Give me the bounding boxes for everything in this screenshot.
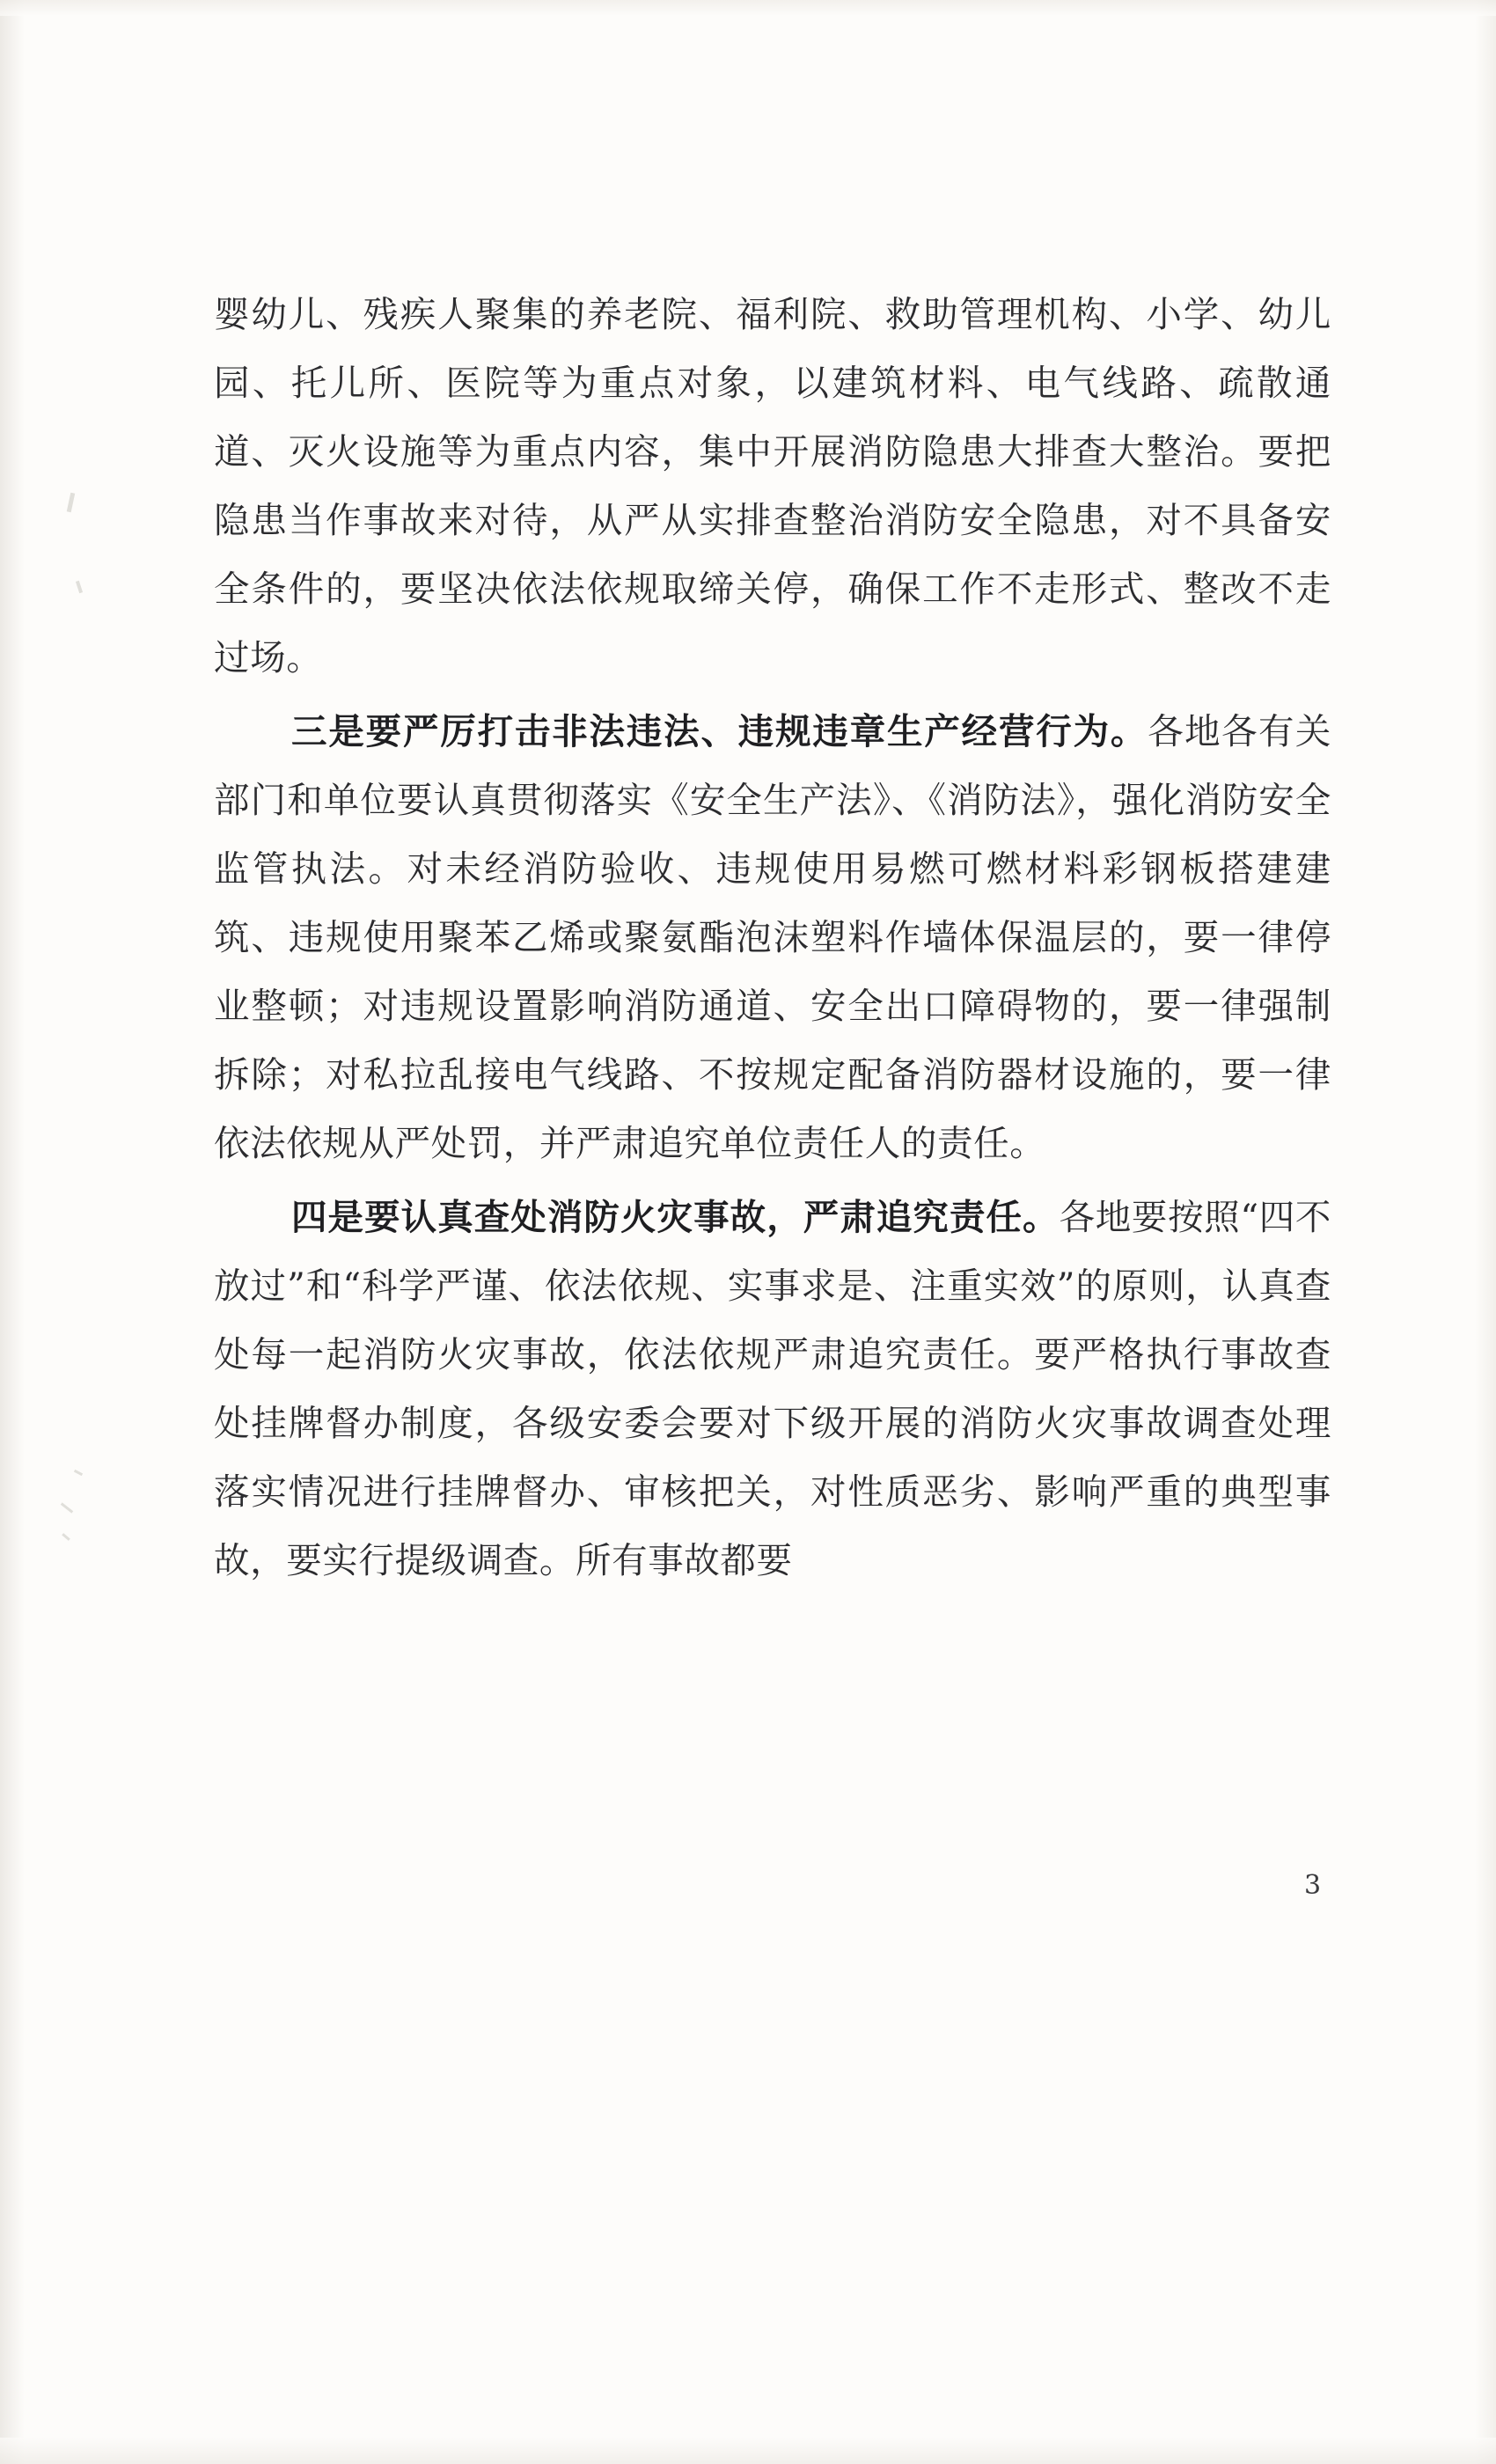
- paragraph: [214, 697, 1331, 1177]
- scan-artifact: [67, 493, 75, 513]
- paragraph-text: 各地各有关部门和单位要认真贯彻落实《安全生产法》、《消防法》，强化消防安全监管执法。对未经消防验收、违规使用易燃可燃材料彩钢板搭建建筑、违规使用聚苯乙烯或聚氨酯泡沫塑料作墙体保温层的，要一律停业整顿；对违规设置影响消防通道、安全出口障碍物的，要一律强制拆除；对私拉乱接电气线路、不按规定配备消防器材设施的，要一律依法依规从严处罚，并严肃追究单位责任人的责任。: [214, 710, 1332, 1164]
- page-number: 3: [1304, 1870, 1322, 1901]
- paragraph: [214, 1183, 1331, 1595]
- paragraph-text: 各地要按照“四不放过”和“科学严谨、依法依规、实事求是、注重实效”的原则，认真查处每一起消防火灾事故，依法依规严肃追究责任。要严格执行事故查处挂牌督办制度，各级安委会要对下级开展的消防火灾事故调查处理落实情况进行挂牌督办、审核把关，对性质恶劣、影响严重的典型事故，要实行提级调查。所有事故都要: [214, 1196, 1332, 1581]
- paragraph-lead: 三是要严厉打击非法违法、违规违章生产经营行为。: [291, 710, 1148, 752]
- scan-artifact: [61, 1502, 73, 1513]
- document-body: [214, 280, 1331, 1595]
- page-edge-shading-top: [0, 0, 1496, 16]
- page-edge-shading-left: [0, 0, 25, 2464]
- paragraph-lead: 四是要认真查处消防火灾事故，严肃追究责任。: [291, 1196, 1060, 1238]
- page-edge-shading-bottom: [0, 2438, 1496, 2464]
- paragraph: [214, 280, 1331, 692]
- paragraph-text: 婴幼儿、残疾人聚集的养老院、福利院、救助管理机构、小学、幼儿园、托儿所、医院等为重点对象，以建筑材料、电气线路、疏散通道、灭火设施等为重点内容，集中开展消防隐患大排查大整治。要把隐患当作事故来对待，从严从实排查整治消防安全隐患，对不具备安全条件的，要坚决依法依规取缔关停，确保工作不走形式、整改不走过场。: [214, 293, 1331, 678]
- page-edge-shading-right: [1475, 0, 1496, 2464]
- scan-artifact: [74, 1470, 83, 1476]
- scan-artifact: [62, 1533, 70, 1541]
- scan-artifact: [76, 581, 83, 594]
